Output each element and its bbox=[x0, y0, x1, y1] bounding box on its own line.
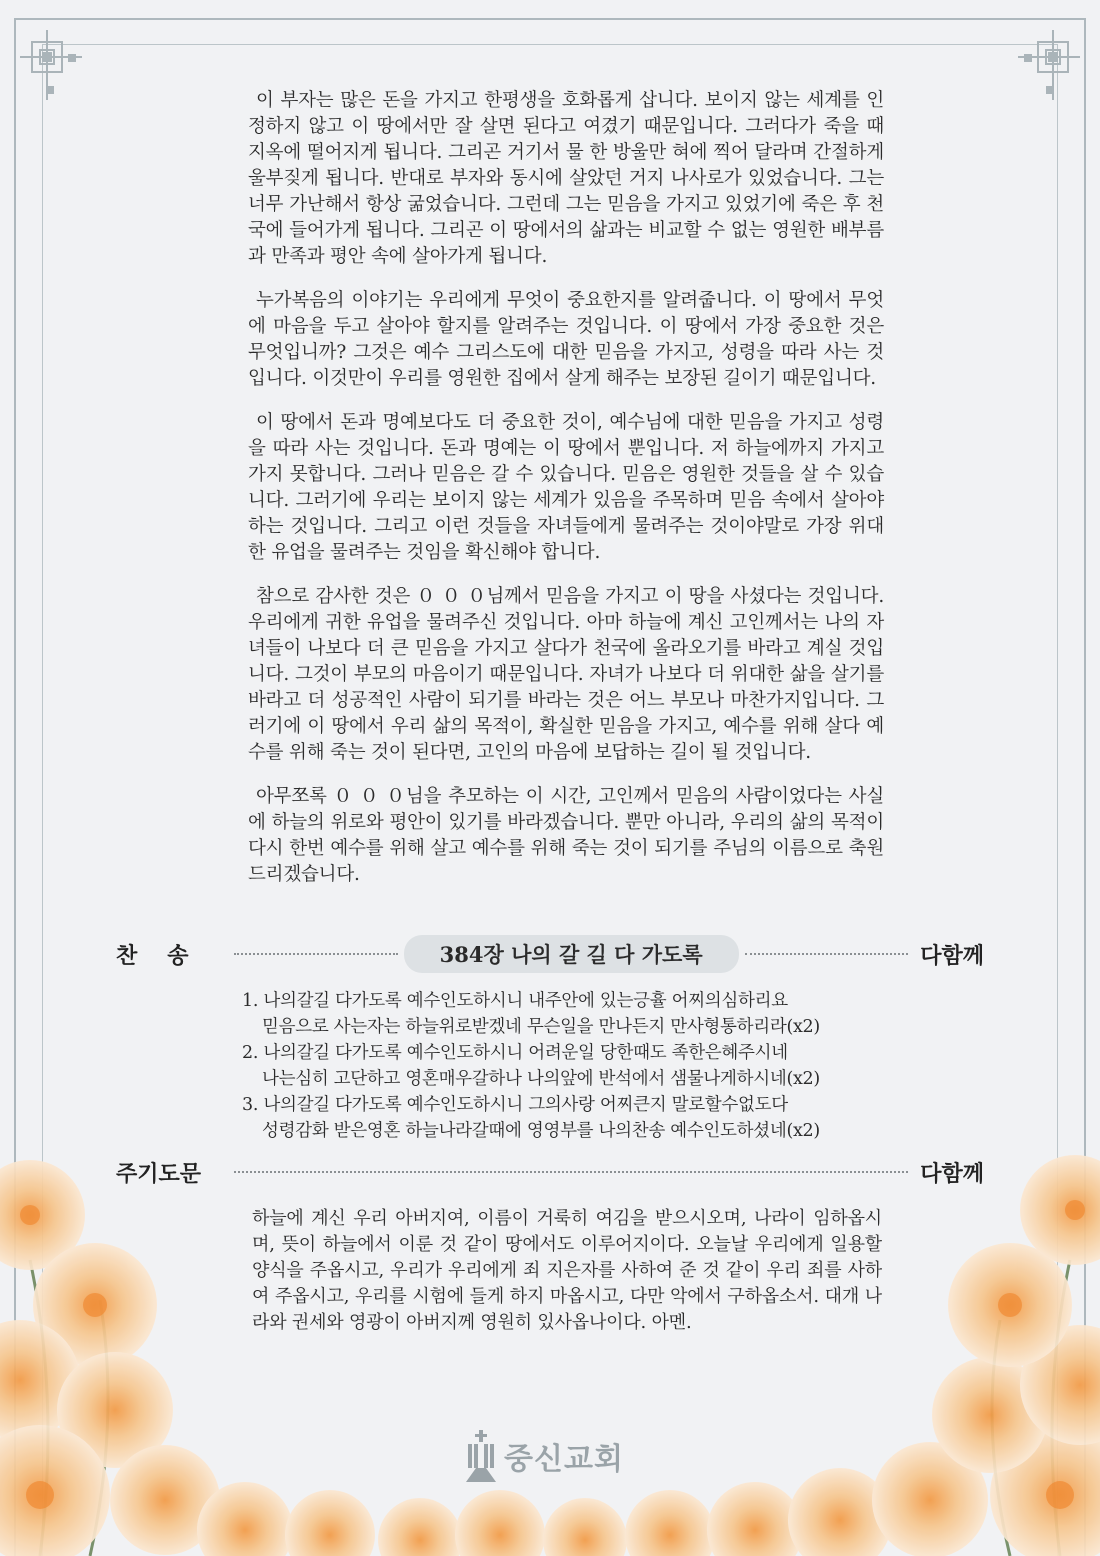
hymn-section-header bbox=[116, 936, 984, 972]
hymn-lyrics bbox=[242, 988, 902, 1144]
verse-line: 1. 나의갈길 다가도록 예수인도하시니 내주안에 있는긍휼 어찌의심하리요 bbox=[242, 991, 788, 1011]
sermon-paragraph: 누가복음의 이야기는 우리에게 무엇이 중요한지를 알려줍니다. 이 땅에서 무엇에 마음을 두고 살아야 할지를 알려주는 것입니다. 이 땅에서 가장 중요한 것은 무엇입니까? 그것은 예수 그리스도에 대한 믿음을 가지고, 성령을 따라 사는 것입니다. 이것만이 우리를 영원한 집에서 살게 해주는 보장된 길이기 때문입니다. bbox=[248, 290, 884, 389]
prayer-label: 주기도문 bbox=[116, 1160, 202, 1187]
hymn-verse bbox=[242, 1040, 902, 1092]
corner-ornament-icon bbox=[1018, 30, 1080, 100]
prayer-participants: 다함께 bbox=[920, 1160, 984, 1187]
verse-line: 나는심히 고단하고 영혼매우갈하나 나의앞에 반석에서 샘물나게하시네(x2) bbox=[262, 1069, 820, 1089]
hymn-title: 384장 나의 갈 길 다 가도록 bbox=[404, 935, 739, 973]
hymn-label: 찬송 bbox=[116, 942, 219, 969]
lords-prayer-text: 하늘에 계신 우리 아버지여, 이름이 거룩히 여김을 받으시오며, 나라이 임하옵시며, 뜻이 하늘에서 이룬 것 같이 땅에서도 이루어지이다. 오늘날 우리에게 일용할 양식을 주옵시고, 우리가 우리에게 죄 지은자를 사하여 준 것 같이 우리 죄를 사하여 주옵시고, 우리를 시험에 들게 하지 마옵시고, 다만 악에서 구하옵소서. 대개 나라와 권세와 영광이 아버지께 영원히 있사옵나이다. 아멘. bbox=[252, 1208, 882, 1333]
sermon-paragraph: 아무쪼록 ０ ０ ０님을 추모하는 이 시간, 고인께서 믿음의 사람이었다는 사실에 하늘의 위로와 평안이 있기를 바라겠습니다. 뿐만 아니라, 우리의 삶의 목적이 다시 한번 예수를 위해 살고 예수를 위해 죽는 것이 되기를 주님의 이름으로 축원드리겠습니다. bbox=[248, 786, 884, 885]
corner-ornament-icon bbox=[20, 30, 82, 100]
sermon-paragraph: 이 부자는 많은 돈을 가지고 한평생을 호화롭게 삽니다. 보이지 않는 세계를 인정하지 않고 이 땅에서만 잘 살면 된다고 여겼기 때문입니다. 그러다가 죽을 때 지옥에 떨어지게 됩니다. 그리곤 거기서 물 한 방울만 혀에 찍어 달라며 간절하게 울부짖게 됩니다. 반대로 부자와 동시에 살았던 거지 나사로가 있었습니다. 그는 너무 가난해서 항상 굶었습니다. 그런데 그는 믿음을 가지고 있었기에 죽은 후 천국에 들어가게 됩니다. 그리곤 이 땅에서의 삶과는 비교할 수 없는 영원한 배부름과 만족과 평안 속에 살아가게 됩니다. bbox=[248, 90, 884, 267]
dotted-leader bbox=[234, 953, 398, 955]
dotted-leader bbox=[745, 953, 909, 955]
dotted-leader bbox=[234, 1171, 908, 1173]
sermon-body bbox=[248, 88, 884, 906]
prayer-section-header bbox=[116, 1154, 984, 1190]
verse-line: 믿음으로 사는자는 하늘위로받겠네 무슨일을 만나든지 만사형통하리라(x2) bbox=[262, 1017, 820, 1037]
hymn-participants: 다함께 bbox=[920, 942, 985, 969]
verse-line: 2. 나의갈길 다가도록 예수인도하시니 어려운일 당한때도 족한은혜주시네 bbox=[242, 1043, 788, 1063]
church-logo bbox=[466, 1430, 624, 1482]
sermon-paragraph: 이 땅에서 돈과 명예보다도 더 중요한 것이, 예수님에 대한 믿음을 가지고 성령을 따라 사는 것입니다. 돈과 명예는 이 땅에서 뿐입니다. 저 하늘에까지 가지고 가지 못합니다. 그러나 믿음은 갈 수 있습니다. 믿음은 영원한 것들을 살 수 있습니다. 그러기에 우리는 보이지 않는 세계가 있음을 주목하며 믿음 속에서 살아야 하는 것입니다. 그리고 이런 것들을 자녀들에게 물려주는 것이야말로 가장 위대한 유업을 물려주는 것임을 확신해야 합니다. bbox=[248, 412, 884, 563]
church-name: 중신교회 bbox=[504, 1442, 624, 1477]
sermon-paragraph: 참으로 감사한 것은 ０ ０ ０님께서 믿음을 가지고 이 땅을 사셨다는 것입니다. 우리에게 귀한 유업을 물려주신 것입니다. 아마 하늘에 계신 고인께서는 나의 자녀들이 나보다 더 큰 믿음을 가지고 살다가 천국에 올라오기를 바라고 계실 것입니다. 그것이 부모의 마음이기 때문입니다. 자녀가 나보다 더 위대한 삶을 살기를 바라고 더 성공적인 사람이 되기를 바라는 것은 어느 부모나 마찬가지입니다. 그러기에 이 땅에서 우리 삶의 목적이, 확실한 믿음을 가지고, 예수를 위해 살다 예수를 위해 죽는 것이 된다면, 고인의 마음에 보답하는 길이 될 것입니다. bbox=[248, 586, 884, 763]
verse-line: 3. 나의갈길 다가도록 예수인도하시니 그의사랑 어찌큰지 말로할수없도다 bbox=[242, 1095, 788, 1115]
hymn-verse bbox=[242, 1092, 902, 1144]
church-logo-icon bbox=[466, 1430, 496, 1482]
verse-line: 성령감화 받은영혼 하늘나라갈때에 영영부를 나의찬송 예수인도하셨네(x2) bbox=[262, 1121, 820, 1141]
hymn-verse bbox=[242, 988, 902, 1040]
